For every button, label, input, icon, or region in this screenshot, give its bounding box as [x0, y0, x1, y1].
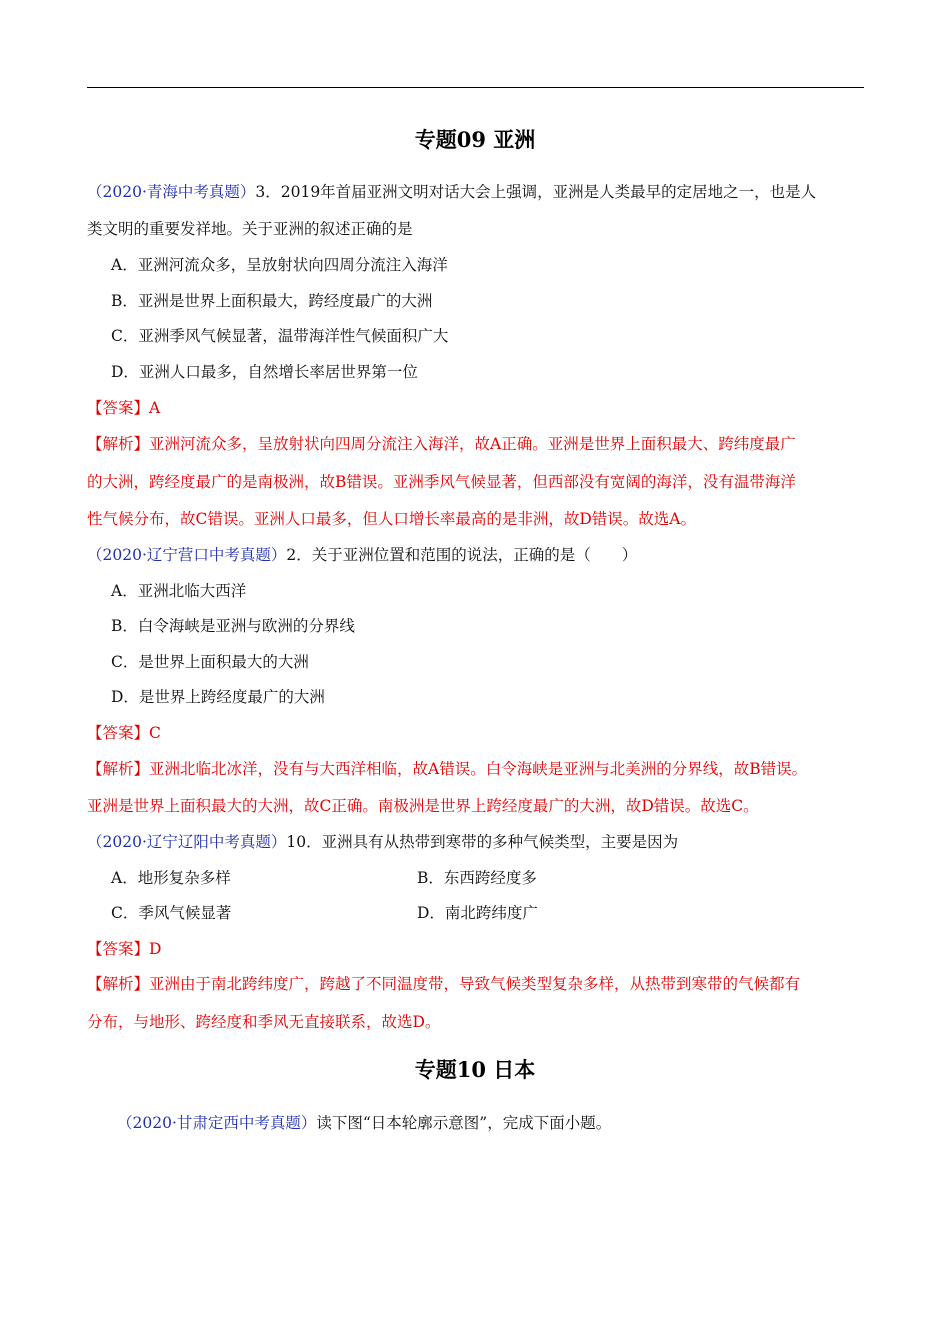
option-c: C．是世界上面积最大的大洲 [111, 653, 309, 671]
analysis-line: 【解析】亚洲河流众多，呈放射状向四周分流注入海洋，故A正确。亚洲是世界上面积最大、跨纬度最广 [87, 435, 796, 453]
question-stem [87, 181, 864, 203]
section-title-japan: 专题10 日本 [414, 1057, 536, 1082]
option-b: B．白令海峡是亚洲与欧洲的分界线 [111, 617, 355, 635]
answer: 【答案】D [87, 940, 162, 958]
option-d: D．是世界上跨经度最广的大洲 [111, 688, 325, 706]
answer: 【答案】A [87, 399, 161, 417]
question-source: （2020·辽宁辽阳中考真题） [87, 833, 287, 851]
question-text: 读下图“日本轮廓示意图”，完成下面小题。 [316, 1114, 612, 1132]
option-d: D．亚洲人口最多，自然增长率居世界第一位 [111, 363, 418, 381]
option-d: D．南北跨纬度广 [417, 904, 538, 922]
option-b: B．亚洲是世界上面积最大，跨经度最广的大洲 [111, 292, 433, 310]
question-source: （2020·甘肃定西中考真题） [117, 1114, 317, 1132]
option-c: C．亚洲季风气候显著，温带海洋性气候面积广大 [111, 327, 449, 345]
question-source: （2020·青海中考真题） [87, 183, 256, 201]
analysis-line: 亚洲是世界上面积最大的大洲，故C正确。南极洲是世界上跨经度最广的大洲，故D错误。故选C。 [87, 797, 759, 815]
question-text: 2．关于亚洲位置和范围的说法，正确的是（ ） [286, 546, 638, 564]
question-text: 3．2019年首届亚洲文明对话大会上强调，亚洲是人类最早的定居地之一，也是人 [255, 183, 817, 201]
option-c: C．季风气候显著 [111, 904, 232, 922]
option-b: B．东西跨经度多 [417, 869, 537, 887]
analysis-line: 【解析】亚洲北临北冰洋，没有与大西洋相临，故A错误。白令海峡是亚洲与北美洲的分界线，故B错误。 [87, 760, 808, 778]
analysis-line: 分布，与地形、跨经度和季风无直接联系，故选D。 [87, 1013, 441, 1031]
analysis-line: 的大洲，跨经度最广的是南极洲，故B错误。亚洲季风气候显著，但西部没有宽阔的海洋，没有温带海洋 [87, 473, 796, 491]
header-rule [87, 87, 864, 88]
question-source: （2020·辽宁营口中考真题） [87, 546, 287, 564]
option-a: A．地形复杂多样 [111, 869, 231, 887]
option-a: A．亚洲河流众多，呈放射状向四周分流注入海洋 [111, 256, 448, 274]
question-stem [87, 831, 864, 853]
question-stem-cont: 类文明的重要发祥地。关于亚洲的叙述正确的是 [87, 220, 413, 238]
question-text: 10．亚洲具有从热带到寒带的多种气候类型，主要是因为 [286, 833, 679, 851]
analysis-line: 【解析】亚洲由于南北跨纬度广，跨越了不同温度带，导致气候类型复杂多样，从热带到寒带的气候都有 [87, 975, 801, 993]
option-a: A．亚洲北临大西洋 [111, 582, 247, 600]
analysis-line: 性气候分布，故C错误。亚洲人口最多，但人口增长率最高的是非洲，故D错误。故选A。 [87, 510, 696, 528]
answer: 【答案】C [87, 724, 161, 742]
section-title-asia: 专题09 亚洲 [414, 127, 536, 152]
question-stem [117, 1112, 894, 1134]
question-stem [87, 544, 864, 566]
